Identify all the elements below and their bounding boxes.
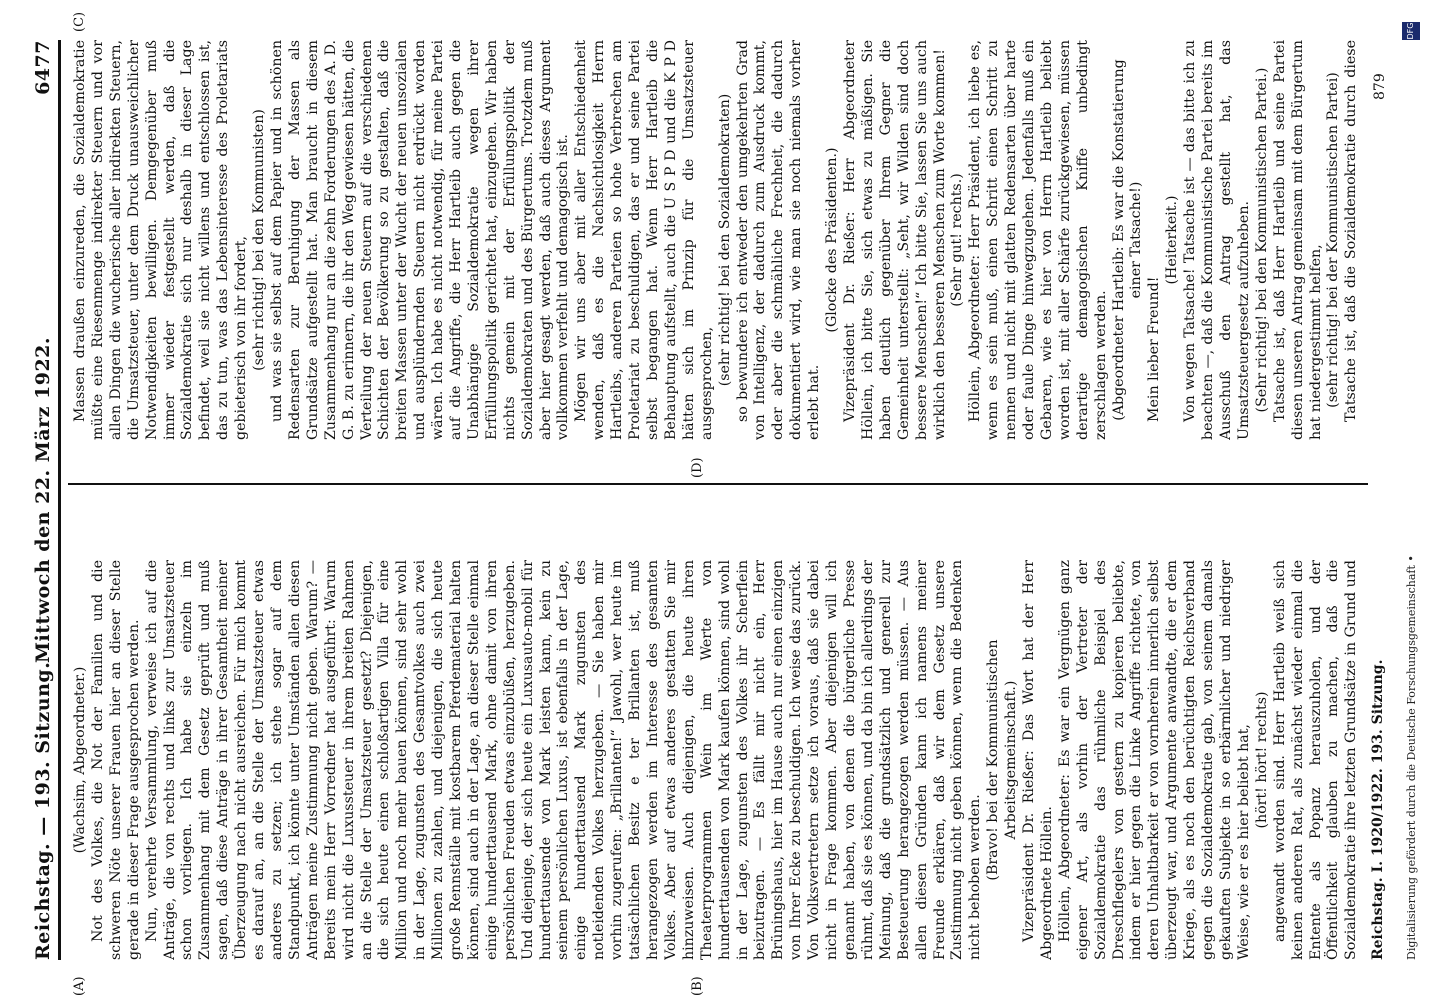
paragraph: Vizepräsident Dr. Rießer: Herr Abgeordneter Höllein, ich bitte Sie, sich etwas zu mäßigen. Sie haben deutlich gegenüber Ihrem Gegner die Gemeinheit unterstellt: „Seht, wir Wilden sind doch bessere Menschen!“ Ich bitte Sie, lassen Sie uns auch wirklich den besseren Menschen zum Worte kommen! <box>841 40 948 440</box>
paragraph: (Sehr gut! rechts.) <box>949 173 966 307</box>
paragraph: Mögen wir uns aber mit aller Entschiedenheit wenden, daß es die Nachsichtlosigkeit Herrn Hartleibs, anderen Parteien so hohe Verbrechen am Proletariat zu beschuldigen, das er und seine Partei selbst begangen hat. Wenn Herr Hartleib die Behauptung aufstellt, auch die U S P D und die K P D hätten sich im Prinzip für die Umsatzsteuer ausgesprochen, <box>573 40 715 440</box>
paragraph: Massen draußen einzureden, die Sozialdemokratie müßte eine Riesenmenge indirekter Steuern und vor allen Dingen die wucherische aller indirekten Steuern, die Umsatzsteuer, unter dem Druck unausweichlicher Notwendigkeiten bewilligen. Demgegenüber muß immer wieder festgestellt werden, daß die Sozialdemokratie sich nur deshalb in dieser Lage befindet, weil sie nicht willens und entschlossen ist, das zu tun, was das Lebensinteresse des Proletariats gebieterisch von ihr fordert, <box>72 40 250 440</box>
paragraph: Von wegen Tatsache! Tatsache ist — das bitte ich zu beachten —, daß die Kommunistische Partei bereits im Ausschuß den Antrag gestellt hat, das Umsatzsteuergesetz aufzuheben. <box>1182 40 1252 440</box>
margin-marker-a: (A) <box>72 976 87 996</box>
paragraph: (hört! hört! rechts) <box>1253 691 1270 829</box>
digitization-credit: Digitalisierung gefördert durch die Deutsche Forschungsgemeinschaft • <box>1405 555 1418 960</box>
paragraph: (sehr richtig! bei den Sozialdemokraten) <box>716 93 733 387</box>
paragraph: (sehr richtig! bei der Kommunistischen Partei) <box>1325 72 1342 408</box>
paragraph: Höllein, Abgeordneter: Es war ein Vergnügen ganz eigener Art, als vorhin der Vertreter der Sozialdemokratie das rühmliche Beispiel des Dreschflegelers von gestern zu kopieren beliebte, indem er hier gegen die Linke Angriffe richtete, von deren Unhaltbarkeit er von vornherein innerlich selbst überzeugt war, und Argumente anwandte, die er dem Kriege, als es noch den berüchtigten Reichsverband gegen die Sozialdemokratie gab, von seinem damals gekauften Subjekte in so erbärmlicher und niedriger Weise, wie er es hier beliebt hat, <box>1056 560 1252 960</box>
paragraph: Not des Volkes, die Not der Familien und die schweren Nöte unserer Frauen hier an dieser Stelle gerade in dieser Frage ausgesprochen werden. <box>89 560 142 960</box>
right-column <box>72 40 1362 440</box>
header-left: Reichstag. — 193. Sitzung. <box>32 661 54 960</box>
header-page-number: 6477 <box>32 40 54 95</box>
dfg-logo: DFG <box>1402 22 1420 40</box>
paragraph: (Abgeordneter Hartleib: Es war die Konstatierung einer Tatsache!) <box>1110 59 1145 421</box>
margin-marker-d: (D) <box>690 457 705 478</box>
page-header <box>30 40 61 960</box>
footer-page-number: 879 <box>1372 73 1388 100</box>
paragraph: angewandt worden sind. Herr Hartleib weiß sich keinen anderen Rat, als zunächst wieder einmal die Entente als Popanz herauszuholen, und der Öffentlichkeit glauben zu machen, daß die Sozialdemokratie ihre letzten Grundsätze in Grund und <box>1271 560 1360 960</box>
paragraph: (Wachsim, Abgeordneter.) <box>72 666 88 854</box>
page-footer: Reichstag. I. 1920/1922. 193. Sitzung. <box>1370 659 1386 960</box>
column-divider <box>68 483 1368 485</box>
paragraph: Tatsache ist, daß die Sozialdemokratie durch diese <box>1343 40 1360 422</box>
paragraph: Tatsache ist, daß Herr Hartleib und seine Partei diesen unseren Antrag gemeinsam mit dem Bürgertum hat niedergestimmt helfen, <box>1271 40 1324 440</box>
paragraph: (Sehr richtig! bei den Kommunistischen Partei.) <box>1253 67 1270 413</box>
paragraph: (Heiterkeit.) <box>1164 195 1181 285</box>
margin-marker-c: (C) <box>72 11 87 32</box>
paragraph: Nun, verehrte Versammlung, verweise ich auf die Anträge, die von rechts und links zur Umsatzsteuer schon vorliegen. Ich habe sie einzeln im Zusammenhang mit dem Gesetz geprüft und muß sagen, daß diese Anträge in ihrer Gesamtheit meiner Überzeugung nach nicht ausreichen. Für mich kommt es darauf an, an die Stelle der Umsatzsteuer etwas anderes zu setzen; ich stehe sogar auf dem Standpunkt, ich könnte unter Umständen allen diesen Anträgen meine Zustimmung nicht geben. Warum? — Bereits mein Herr Vorredner hat ausgeführt: Warum wird nicht die Luxussteuer in ihrem breiten Rahmen an die Stelle der Umsatzsteuer gesetzt? Diejenigen, die sich heute einen schloßartigen Villa für eine Million und noch mehr bauen können, sind sehr wohl in der Lage, zugunsten des Gesamtvolkes auch zwei Millionen zu zahlen, und diejenigen, die sich heute große Rennställe mit kostbarem Pferdematerial halten können, sind auch in der Lage, an dieser Stelle einmal einige hunderttausend Mark, ohne damit von ihren persönlichen Freuden etwas einzubüßen, herzugeben. Und diejenige, der sich heute ein Luxusauto-mobil für hunderttausende von Mark leisten kann, kein zu seinem persönlichen Luxus, ist ebenfalls in der Lage, einige hunderttausend Mark zugunsten des notleidenden Volkes herzugeben. — Sie haben mir vorhin zugerufen: „Brillanten!“ Jawohl, wer heute im tatsächlichen Besitz e ter Brillanten ist, muß herangezogen werden im Interesse des gesamten Volkes. Aber auf etwas anderes gestatten Sie mir hinzuweisen. Auch diejenigen, die heute ihren Theaterprogrammen Wein im Werte von hunderttausenden von Mark kaufen können, sind wohl in der Lage, zugunsten des Volkes ihr Scherflein beizutragen. — Es fällt mir nicht ein, Herr Brüningshaus, hier im Hause auch nur einen einzigen von Ihrer Ecke zu beschuldigen. Ich weise das zurück. Von Volksvertretern setze ich voraus, daß sie dabei nicht in Frage kommen. Aber diejenigen will ich genannt haben, von denen die bürgerliche Presse rühmt, daß sie es können, und da bin ich allerdings der Meinung, daß die grundsätzlich und generell zur Besteuerung herangezogen werden müssen. — Aus allen diesen Gründen kann ich namens meiner Freunde erklären, daß wir dem Gesetz unsere Zustimmung nicht geben können, wenn die Bedenken nicht behoben werden. <box>143 560 984 960</box>
paragraph: und was sie selbst auf dem Papier und in schönen Redensarten zur Beruhigung der Massen als Grundsätze aufgestellt hat. Man braucht in diesem Zusammenhang nur an die zehn Forderungen des A. D. G. B. zu erinnern, die ihr den Weg gewiesen hätten, die Verteilung der neuen Steuern auf die verschiedenen Schichten der Bevölkerung so zu gestalten, daß die breiten Massen unter der Wucht der neuen unsozialen und ausplündernden Steuern nicht erdrückt worden wären. Ich habe es nicht notwendig, für meine Partei auf die Angriffe, die Herr Hartleib auch gegen die Unabhängige Sozialdemokratie wegen ihrer Erfüllungspolitik gerichtet hat, einzugehen. Wir haben nichts gemein mit der Erfüllungspolitik der Sozialdemokraten und des Bürgertums. Trotzdem muß aber hier gesagt werden, daß auch dieses Argument vollkommen verfehlt und demagogisch ist. <box>268 40 572 440</box>
margin-marker-b: (B) <box>690 976 705 996</box>
header-date: Mittwoch den 22. März 1922. <box>32 336 54 664</box>
paragraph: Vizepräsident Dr. Rießer: Das Wort hat der Herr Abgeordnete Höllein. <box>1021 560 1055 960</box>
paragraph: (Bravo! bei der Kommunistischen Arbeitsgemeinschaft.) <box>985 639 1020 881</box>
paragraph: so bewundere ich entweder den umgekehrten Grad von Intelligenz, der dadurch zum Ausdruck kommt, oder aber die schmähliche Frechheit, die dadurch dokumentiert wird, wie man sie noch niemals vorher erlebt hat. <box>734 40 823 440</box>
paragraph: (sehr richtig! bei den Kommunisten) <box>251 109 268 371</box>
paragraph: Mein lieber Freund! <box>1146 276 1163 422</box>
paragraph: Höllein, Abgeordneter: Herr Präsident, ich liebe es, wenn es sein muß, einen Schritt einen Schritt zu nennen und nicht mit glatten Redensarten über harte oder faule Dinge hinwegzugehen. Jedenfalls muß ein Gebaren, wie es hier von Herrn Hartleib beliebt worden ist, mit aller Schärfe zurückgewiesen, müssen derartige demagogischen Kniffe unbedingt zerschlagen werden. <box>967 40 1109 440</box>
paragraph: (Glocke des Präsidenten.) <box>824 147 841 333</box>
left-column <box>72 560 1362 960</box>
